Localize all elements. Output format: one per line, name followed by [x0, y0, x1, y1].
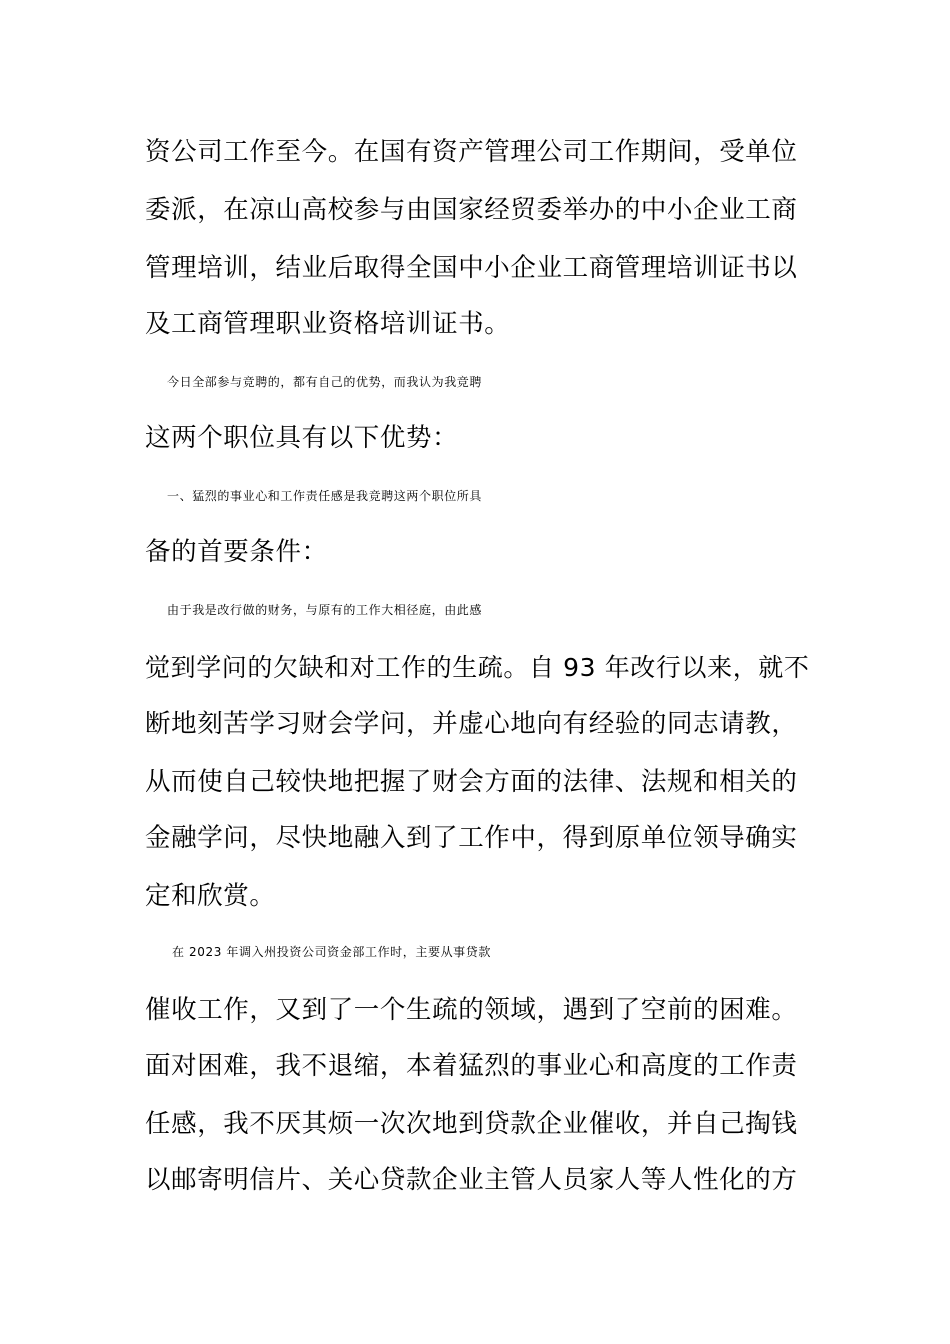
paragraph-line: 管理培训，结业后取得全国中小企业工商管理培训证书以 [145, 253, 798, 283]
paragraph-line: 这两个职位具有以下优势： [145, 423, 459, 453]
paragraph-line: 以邮寄明信片、关心贷款企业主管人员家人等人性化的方 [145, 1165, 798, 1195]
paragraph-line: 觉到学问的欠缺和对工作的生疏。自 93 年改行以来，就不 [145, 653, 810, 682]
paragraph-line: 今日全部参与竞聘的，都有自己的优势，而我认为我竞聘 [167, 375, 483, 389]
paragraph-line: 面对困难，我不退缩，本着猛烈的事业心和高度的工作责 [145, 1051, 798, 1081]
paragraph-line: 一、猛烈的事业心和工作责任感是我竞聘这两个职位所具 [167, 489, 483, 503]
paragraph-line: 定和欣赏。 [145, 881, 276, 911]
paragraph-line: 断地刻苦学习财会学问，并虚心地向有经验的同志请教， [145, 709, 798, 739]
paragraph-line: 金融学问，尽快地融入到了工作中，得到原单位领导确实 [145, 823, 798, 853]
paragraph-line: 资公司工作至今。在国有资产管理公司工作期间，受单位 [145, 137, 798, 167]
paragraph-line: 备的首要条件： [145, 537, 328, 567]
paragraph-line: 任感，我不厌其烦一次次地到贷款企业催收，并自己掏钱 [145, 1109, 798, 1139]
paragraph-line: 及工商管理职业资格培训证书。 [145, 309, 511, 339]
paragraph-line: 由于我是改行做的财务，与原有的工作大相径庭，由此感 [167, 603, 483, 617]
paragraph-line: 催收工作，又到了一个生疏的领域，遇到了空前的困难。 [145, 995, 798, 1025]
paragraph-line: 在 2023 年调入州投资公司资金部工作时，主要从事贷款 [172, 945, 491, 959]
paragraph-line: 从而使自己较快地把握了财会方面的法律、法规和相关的 [145, 767, 798, 797]
paragraph-line: 委派，在凉山高校参与由国家经贸委举办的中小企业工商 [145, 195, 798, 225]
